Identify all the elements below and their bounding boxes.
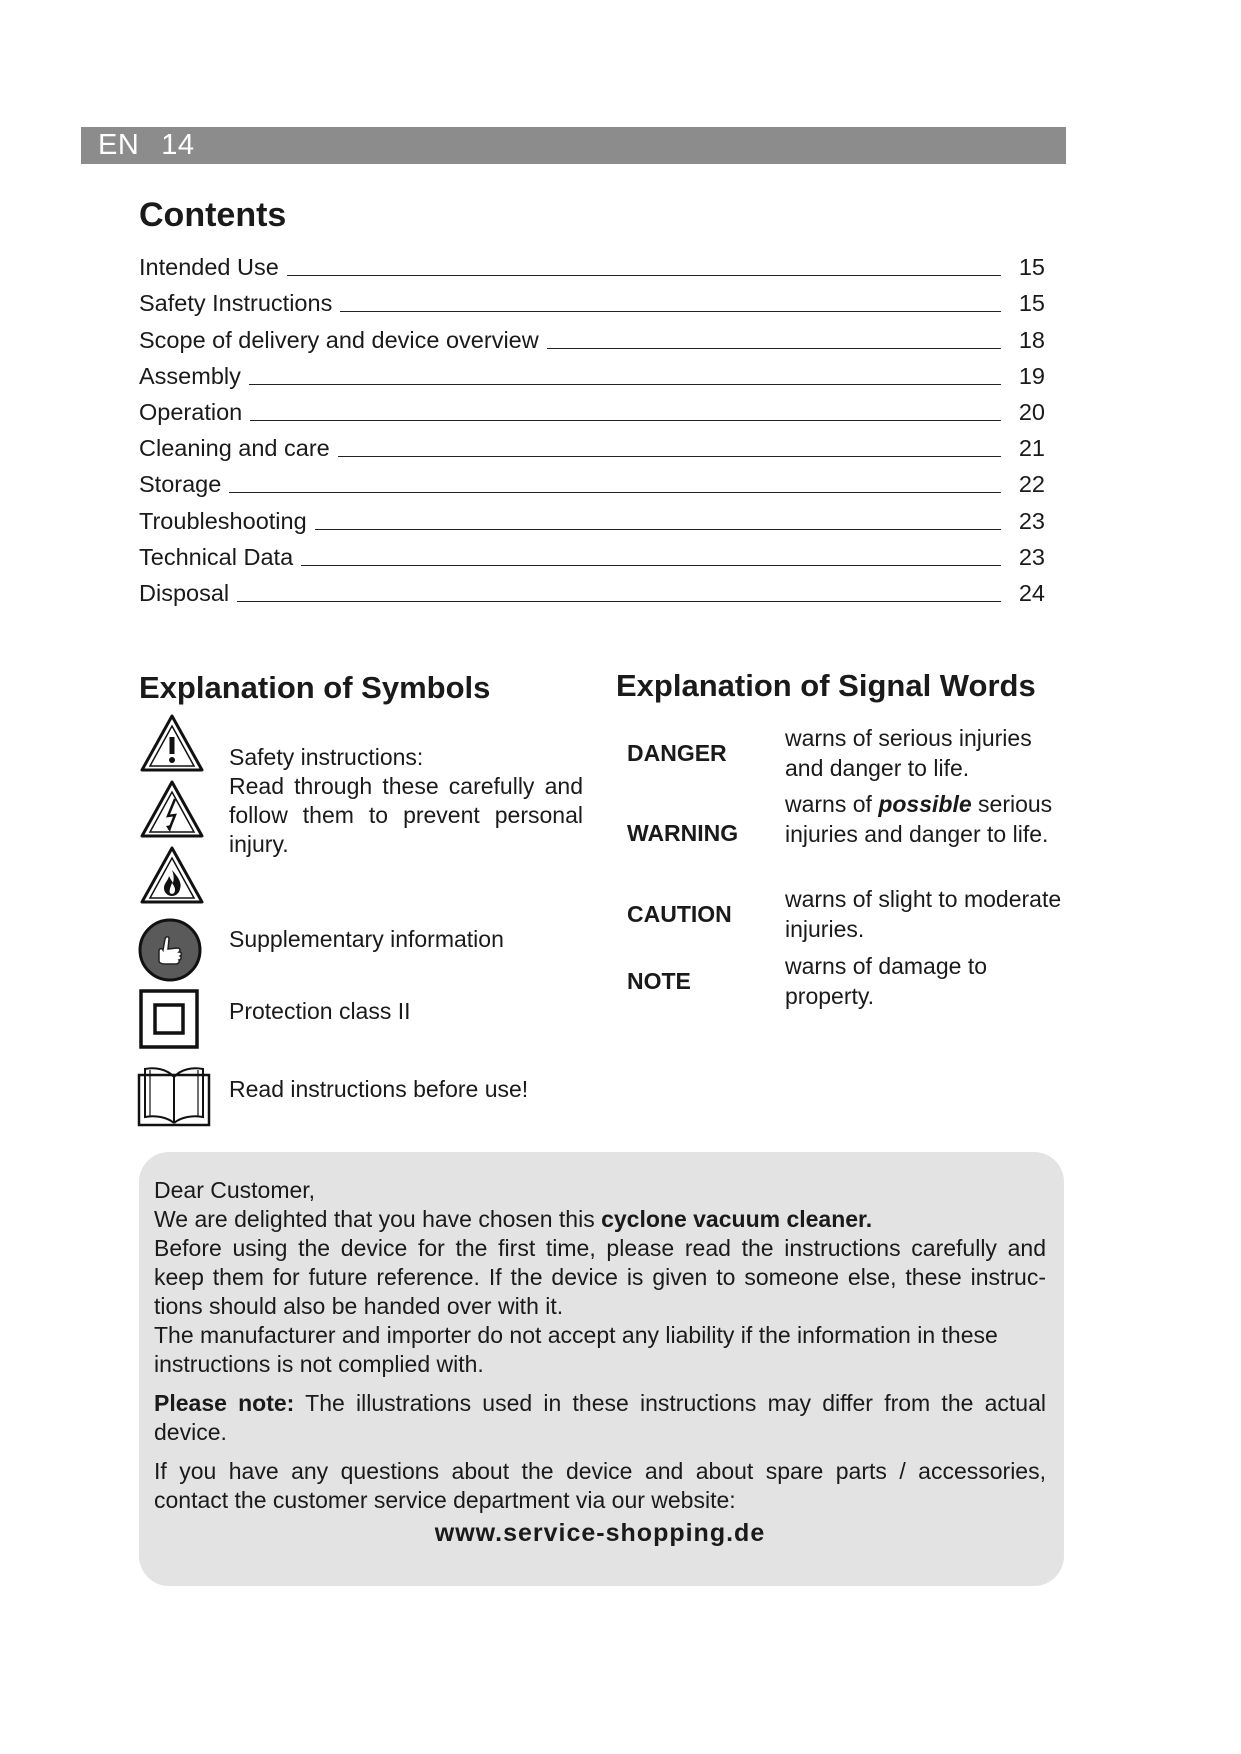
liability-paragraph: The manufacturer and importer do not accept any liability if the information in these instructions is not complied with. <box>154 1322 998 1377</box>
toc-entry[interactable] <box>139 498 1045 534</box>
toc-entry[interactable] <box>139 281 1045 317</box>
page-header <box>98 127 195 164</box>
safety-instructions-text: Read through these carefully and follow them to prevent personal injury. <box>229 773 583 857</box>
fire-warning-icon <box>139 845 205 905</box>
electric-warning-icon <box>139 779 205 839</box>
open-book-icon <box>137 1063 211 1127</box>
toc-entry[interactable] <box>139 390 1045 426</box>
toc-leader-line <box>315 529 1001 530</box>
toc-label: Storage <box>139 471 222 498</box>
please-note-text: The illustrations used in these instructions may differ from the actual device. <box>154 1390 1047 1445</box>
toc-page: 15 <box>1018 254 1045 281</box>
toc-page: 19 <box>1018 362 1045 389</box>
intro-line-text: We are delighted that you have chosen this <box>154 1206 602 1232</box>
safety-instructions-heading: Safety instructions: <box>229 744 424 770</box>
toc-entry[interactable] <box>139 462 1045 498</box>
read-instructions-text: Read instructions before use! <box>229 1076 529 1102</box>
toc-entry[interactable] <box>139 426 1045 462</box>
toc-leader-line <box>547 348 1001 349</box>
toc-page: 21 <box>1018 435 1045 462</box>
signal-desc-warning-post: serious injuries and danger to life. <box>785 791 1053 847</box>
toc-leader-line <box>229 492 1001 493</box>
customer-info-content <box>154 1176 1046 1548</box>
intro-line <box>154 1205 1046 1234</box>
toc-page: 20 <box>1018 398 1045 425</box>
signal-words-title: Explanation of Signal Words <box>616 668 1036 703</box>
language-code: EN <box>98 129 140 161</box>
greeting: Dear Customer, <box>154 1177 316 1203</box>
customer-info-box <box>139 1152 1064 1586</box>
signal-desc-note: warns of damage to property. <box>785 953 988 1009</box>
signal-desc-warning-emphasis: possible <box>878 791 972 817</box>
toc-label: Cleaning and care <box>139 435 330 462</box>
supplementary-information-text: Supplementary information <box>229 926 504 952</box>
toc-label: Scope of delivery and device overview <box>139 326 539 353</box>
signal-desc-danger: warns of serious injuries and danger to life. <box>785 725 1032 781</box>
warning-triangle-icon <box>139 713 205 773</box>
signal-word-warning: WARNING <box>627 820 739 846</box>
contents-title: Contents <box>139 196 287 234</box>
toc-label: Operation <box>139 398 243 425</box>
toc-label: Troubleshooting <box>139 507 307 534</box>
toc-leader-line <box>340 311 1001 312</box>
toc-page: 23 <box>1018 507 1045 534</box>
usage-paragraph: Before using the device for the first time, please read the instructions carefully and keep them for future reference. If the device is given to someone else, these instruc-tions should also be handed over with it. <box>154 1235 1046 1319</box>
signal-word-note: NOTE <box>627 968 691 994</box>
please-note-label: Please note: <box>154 1390 295 1416</box>
toc-entry[interactable] <box>139 317 1045 353</box>
toc-label: Assembly <box>139 362 241 389</box>
toc-leader-line <box>250 420 1001 421</box>
table-of-contents <box>139 245 1045 607</box>
signal-word-caution: CAUTION <box>627 901 732 927</box>
toc-leader-line <box>237 601 1001 602</box>
toc-label: Disposal <box>139 579 230 606</box>
toc-label: Technical Data <box>139 543 294 570</box>
signal-desc-caution: warns of slight to moderate injuries. <box>785 886 1062 942</box>
toc-page: 22 <box>1018 471 1045 498</box>
pointing-hand-icon <box>137 917 203 983</box>
signal-desc-warning-pre: warns of <box>785 791 879 817</box>
toc-leader-line <box>249 384 1001 385</box>
toc-leader-line <box>287 275 1001 276</box>
toc-label: Safety Instructions <box>139 290 333 317</box>
toc-page: 23 <box>1018 543 1045 570</box>
service-website-link[interactable]: www.service-shopping.de <box>434 1519 766 1547</box>
toc-entry[interactable] <box>139 571 1045 607</box>
please-note-paragraph <box>154 1389 1046 1447</box>
toc-leader-line <box>301 565 1001 566</box>
toc-page: 18 <box>1018 326 1045 353</box>
toc-entry[interactable] <box>139 354 1045 390</box>
symbols-title: Explanation of Symbols <box>139 670 491 705</box>
signal-word-danger: DANGER <box>627 740 727 766</box>
product-name: cyclone vacuum cleaner. <box>601 1206 873 1232</box>
questions-paragraph: If you have any questions about the device and about spare parts / accessories, contact the customer service department via our website: <box>154 1458 1046 1513</box>
page-number: 14 <box>161 129 195 161</box>
toc-page: 24 <box>1018 579 1045 606</box>
toc-page: 15 <box>1018 290 1045 317</box>
toc-entry[interactable] <box>139 535 1045 571</box>
protection-class-ii-icon <box>139 989 199 1049</box>
toc-entry[interactable] <box>139 245 1045 281</box>
signal-desc-warning <box>785 790 1065 849</box>
header-bar <box>81 127 1066 164</box>
toc-leader-line <box>338 456 1001 457</box>
toc-label: Intended Use <box>139 254 279 281</box>
protection-class-text: Protection class II <box>229 998 411 1024</box>
